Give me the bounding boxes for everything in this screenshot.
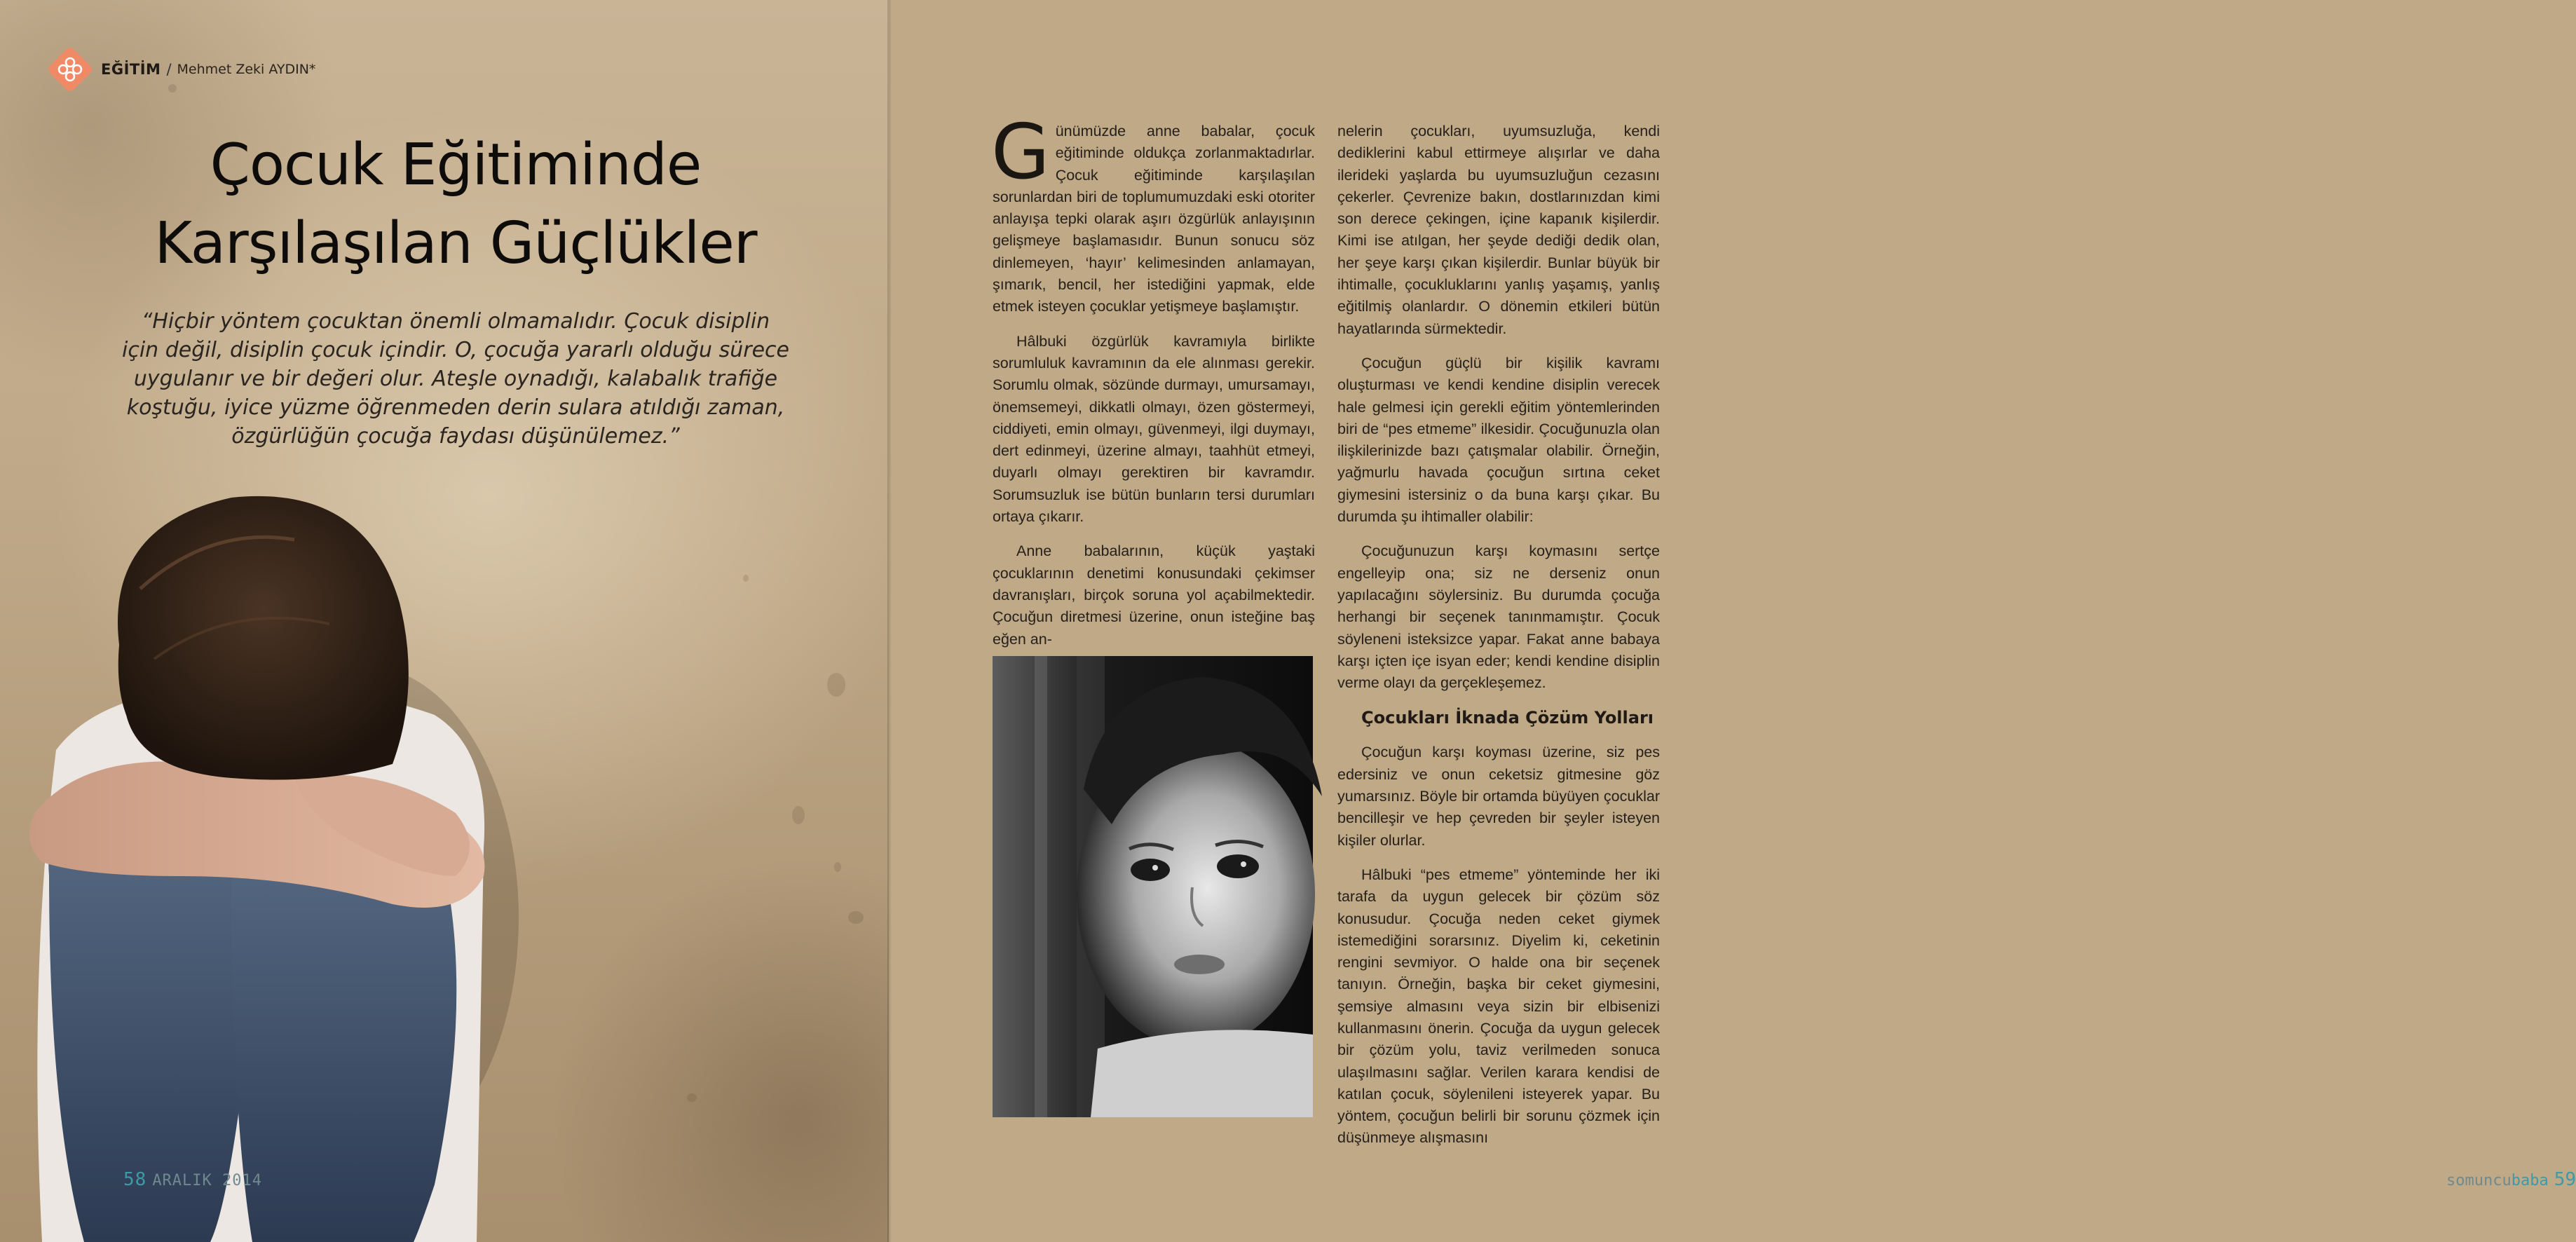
right-page-folio xyxy=(2446,1169,2576,1190)
paragraph: nelerin çocukları, uyumsuzluğa, kendi dediklerini kabul ettirmeye alışırlar ve daha ilerideki yaşlarda bu uyumsuzluğun cezasını çekerler. Çevrenize bakın, dostlarınızdan kimi son derece çekingen, içine kapanık kişilerdir. Kimi ise atılgan, her şeyde dediği dedik olan, her şeye karşı çıkan kişilerdir. Bunlar büyük bir ihtimalle, çocukluklarını yanlış yaşamış, yanlış eğitilmiş olanlardır. O dönemin etkileri bütün hayatlarında sürmektedir. xyxy=(1337,123,1660,337)
paragraph: Anne babalarının, küçük yaştaki çocuklarının denetimi konusundaki çekimser davranışları, birçok soruna yol açabilmektedir. Çocuğun diretmesi üzerine, onun isteğine baş eğen an- xyxy=(993,542,1315,648)
author-name: Mehmet Zeki AYDIN* xyxy=(177,62,316,77)
brand-part-1: somuncu xyxy=(2446,1172,2512,1189)
pull-quote xyxy=(105,307,806,451)
brand-part-2: baba xyxy=(2511,1172,2549,1189)
right-page xyxy=(892,0,2576,1242)
quote-line: için değil, disiplin çocuk içindir. O, çocuğa yararlı olduğu sürece xyxy=(122,338,789,362)
quote-line: özgürlüğün çocuğa faydası düşünülemez.” xyxy=(231,424,680,449)
paragraph: Çocuğun güçlü bir kişilik kavramı oluşturması ve kendi kendine disiplin verecek hale gelmesi için gerekli eğitim yöntemlerinden biri de “pes etmeme” ilkesidir. Çocuğunuzla olan ilişkilerinizde bazı çatışmalar olabilir. Örneğin, yağmurlu havada çocuğun sırtına ceket giymesini istersiniz o da buna karşı çıkar. Bu durumda şu ihtimaller olabilir: xyxy=(1337,354,1660,526)
quote-line: koştuğu, iyice yüzme öğrenmeden derin sulara atıldığı zaman, xyxy=(126,395,785,420)
section-badge-icon xyxy=(46,46,94,93)
section-header xyxy=(46,45,315,94)
article-title xyxy=(84,126,827,283)
title-line-2: Karşılaşılan Güçlükler xyxy=(154,210,757,277)
header-separator: / xyxy=(166,61,172,78)
quote-line: uygulanır ve bir değeri olur. Ateşle oynadığı, kalabalık trafiğe xyxy=(133,367,778,391)
left-page-folio xyxy=(123,1169,262,1190)
left-page xyxy=(0,0,889,1242)
paragraph: Çocuğun karşı koyması üzerine, siz pes edersiniz ve onun ceketsiz gitmesine göz yumarsınız. Böyle bir ortamda büyüyen çocuklar bencilleşir ve hep çevreden bir şeyler isteyen kişiler olurlar. xyxy=(1337,744,1660,849)
page-number: 58 xyxy=(123,1169,147,1190)
paragraph: Hâlbuki “pes etmeme” yönteminde her iki tarafa da uygun gelecek bir çözüm söz konusudur. Çocuğa neden ceket giymek istemediğini sorarsınız. Diyelim ki, ceketinin rengini sevmiyor. O halde ona bir seçenek tanıyın. Örneğin, başka bir ceket giymesini, şemsiye almasını veya sizin bir elbisenizi kullanmasını önerin. Çocuğa da uygun gelecek bir çözüm yolu, taviz verilmeden sonuca ulaşılmasını sağlar. Verilen karara kendisi de katılan çocuk, söylenileni isteyerek yapar. Bu yöntem, çocuğun belirli bir sorunu çözmek için düşünmeye alışmasını xyxy=(1337,866,1660,1147)
paragraph: Çocuğunuzun karşı koymasını sertçe engelleyip ona; siz ne derseniz onun yapılacağını söylersiniz. Bu durumda çocuğa herhangi bir seçenek tanınmamıştır. Çocuk söyleneni isteksizce yapar. Fakat anne babaya karşı içten içe isyan eder; kendi kendine disiplin verme olayı da gerçekleşemez. xyxy=(1337,542,1660,692)
drop-cap: G xyxy=(991,109,1050,196)
section-label: EĞİTİM xyxy=(101,61,161,78)
issue-date: ARALIK 2014 xyxy=(152,1172,263,1189)
child-portrait-photo xyxy=(993,656,1313,1117)
text-column-1 xyxy=(991,109,1315,663)
paragraph: Hâlbuki özgürlük kavramıyla birlikte sorumluluk kavramının da ele alınması gerekir. Sorumlu olmak, sözünde durmayı, umursamayı, önemsemeyi, dikkatli olmayı, özen göstermeyi, ciddiyeti, emin olmayı, güvenmeyi, ilgi duymayı, dert edinmeyi, üzerine almayı, taahhüt etmeyi, duyarlı olmayı gerektiren bir kavramdır. Sorumsuzluk ise bütün bunların tersi durumları ortaya çıkarır. xyxy=(993,332,1315,526)
paragraph: Günümüzde anne babalar, çocuk eğitiminde oldukça zorlanmaktadırlar. Çocuk eğitiminde karşılaşılan sorunlardan biri de toplumumuzdaki eski otoriter anlayışa tepki olarak aşırı özgürlük anlayışının gelişmeye başlamasıdır. Bunun sonucu söz dinlemeyen, ‘hayır’ kelimesinden anlamayan, şımarık, bencil, her istediğini yapmak, elde etmek isteyen çocuklar yetişmeye başlamıştır. xyxy=(991,109,1315,315)
text-column-2 xyxy=(1337,121,1660,1162)
quote-line: “Hiçbir yöntem çocuktan önemli olmamalıdır. Çocuk disiplin xyxy=(141,309,770,334)
boy-photo xyxy=(0,484,533,1242)
subheading: Çocukları İknada Çözüm Yolları xyxy=(1361,708,1654,728)
title-line-1: Çocuk Eğitiminde xyxy=(210,132,702,198)
page-number: 59 xyxy=(2554,1169,2576,1190)
